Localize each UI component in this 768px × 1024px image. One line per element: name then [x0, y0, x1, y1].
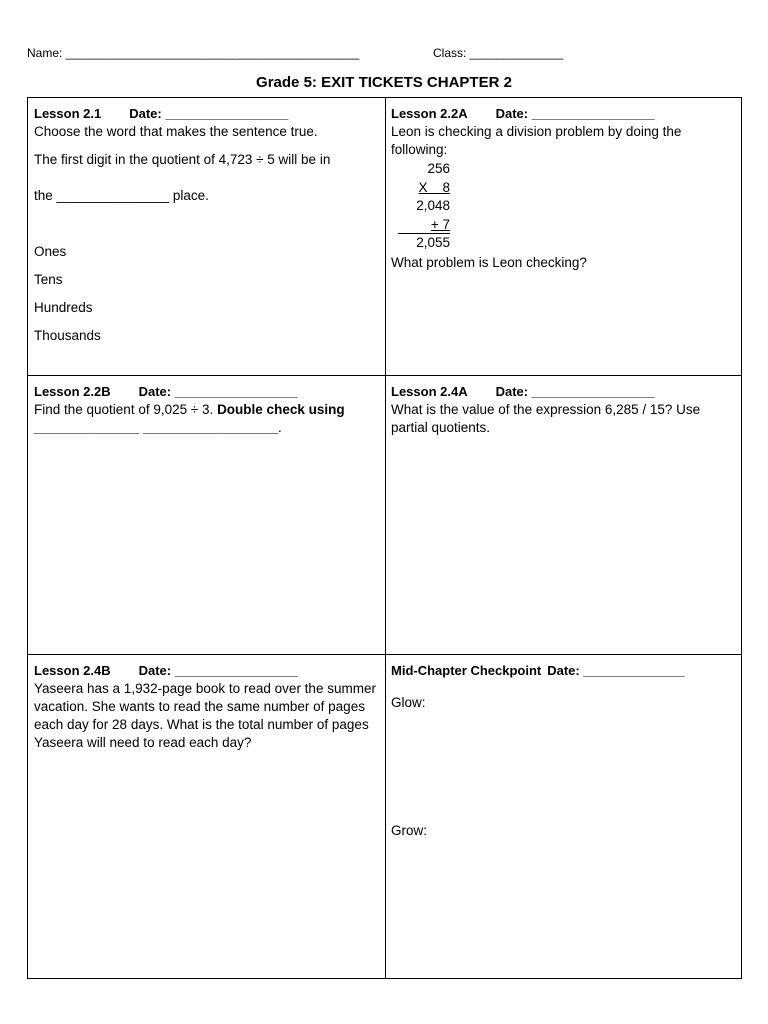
grow-label: Grow:: [391, 823, 428, 838]
cell-lesson-2-4a: [391, 383, 736, 437]
cell-lesson-2-4b: [34, 662, 379, 752]
option-thousands: Thousands: [34, 328, 101, 343]
prompt-bold-blanks: using ______________ __________________: [34, 402, 345, 435]
lesson-label: Lesson 2.4A: [391, 384, 468, 399]
option-tens: Tens: [34, 272, 63, 287]
prompt-bold: Double check: [217, 402, 305, 417]
prompt-text: What is the value of the expression 6,285 / 15? Use partial quotients.: [391, 402, 701, 435]
lesson-label: Lesson 2.4B: [34, 663, 111, 678]
grid-divider-row-2: [28, 654, 741, 655]
date-label: Date: _________________: [495, 106, 655, 121]
cell-header: [34, 105, 379, 123]
cell-header: [34, 662, 379, 680]
multiplication-check: [408, 160, 450, 253]
lesson-label: Mid-Chapter Checkpoint: [391, 663, 542, 678]
prompt-tail: .: [278, 420, 282, 435]
date-label: Date: _________________: [129, 106, 289, 121]
cell-lesson-2-2a-question: [391, 254, 736, 272]
lesson-label: Lesson 2.1: [34, 106, 102, 121]
cell-header: [391, 383, 736, 401]
date-label: Date: _________________: [495, 384, 655, 399]
option-hundreds: Hundreds: [34, 300, 93, 315]
cell-lesson-2-2b: [34, 383, 379, 437]
prompt-plain: Find the quotient of 9,025 ÷ 3.: [34, 402, 214, 417]
prompt-text: Choose the word that makes the sentence true.: [34, 124, 318, 139]
math-rule: [398, 233, 450, 234]
math-line: 2,055: [416, 235, 450, 250]
date-label: Date: _________________: [138, 663, 298, 678]
date-label: Date: _________________: [138, 384, 298, 399]
math-line: X 8: [418, 179, 450, 195]
lesson-label: Lesson 2.2A: [391, 106, 468, 121]
name-field-label: Name: ____________________________________________: [27, 46, 360, 60]
class-field-label: Class: ______________: [433, 46, 564, 60]
grid-divider-vertical: [385, 98, 386, 978]
date-label: Date: ______________: [547, 663, 685, 678]
math-line: + 7: [430, 216, 450, 232]
math-line: 256: [427, 161, 450, 176]
glow-label: Glow:: [391, 695, 426, 710]
question-line-2: the _______________ place.: [34, 188, 209, 203]
prompt-text: [34, 401, 379, 437]
math-line: 2,048: [416, 198, 450, 213]
cell-mid-chapter-checkpoint: [391, 662, 736, 840]
page-title: Grade 5: EXIT TICKETS CHAPTER 2: [256, 74, 512, 91]
prompt-text: Leon is checking a division problem by doing the following:: [391, 124, 682, 157]
question-line-1: The first digit in the quotient of 4,723 ÷ 5 will be in: [34, 152, 331, 167]
cell-lesson-2-2a: [391, 105, 736, 159]
cell-header: [391, 105, 736, 123]
exit-ticket-grid: [27, 97, 742, 979]
lesson-label: Lesson 2.2B: [34, 384, 111, 399]
grid-divider-row-1: [28, 375, 741, 376]
question-text: What problem is Leon checking?: [391, 255, 587, 270]
option-ones: Ones: [34, 244, 67, 259]
cell-header: [391, 662, 736, 680]
cell-header: [34, 383, 379, 401]
prompt-text: Yaseera has a 1,932-page book to read over the summer vacation. She wants to read the same number of pages each day for 28 days. What is the total number of pages Yaseera will need to read each day?: [34, 681, 376, 750]
cell-lesson-2-1: [34, 105, 379, 345]
